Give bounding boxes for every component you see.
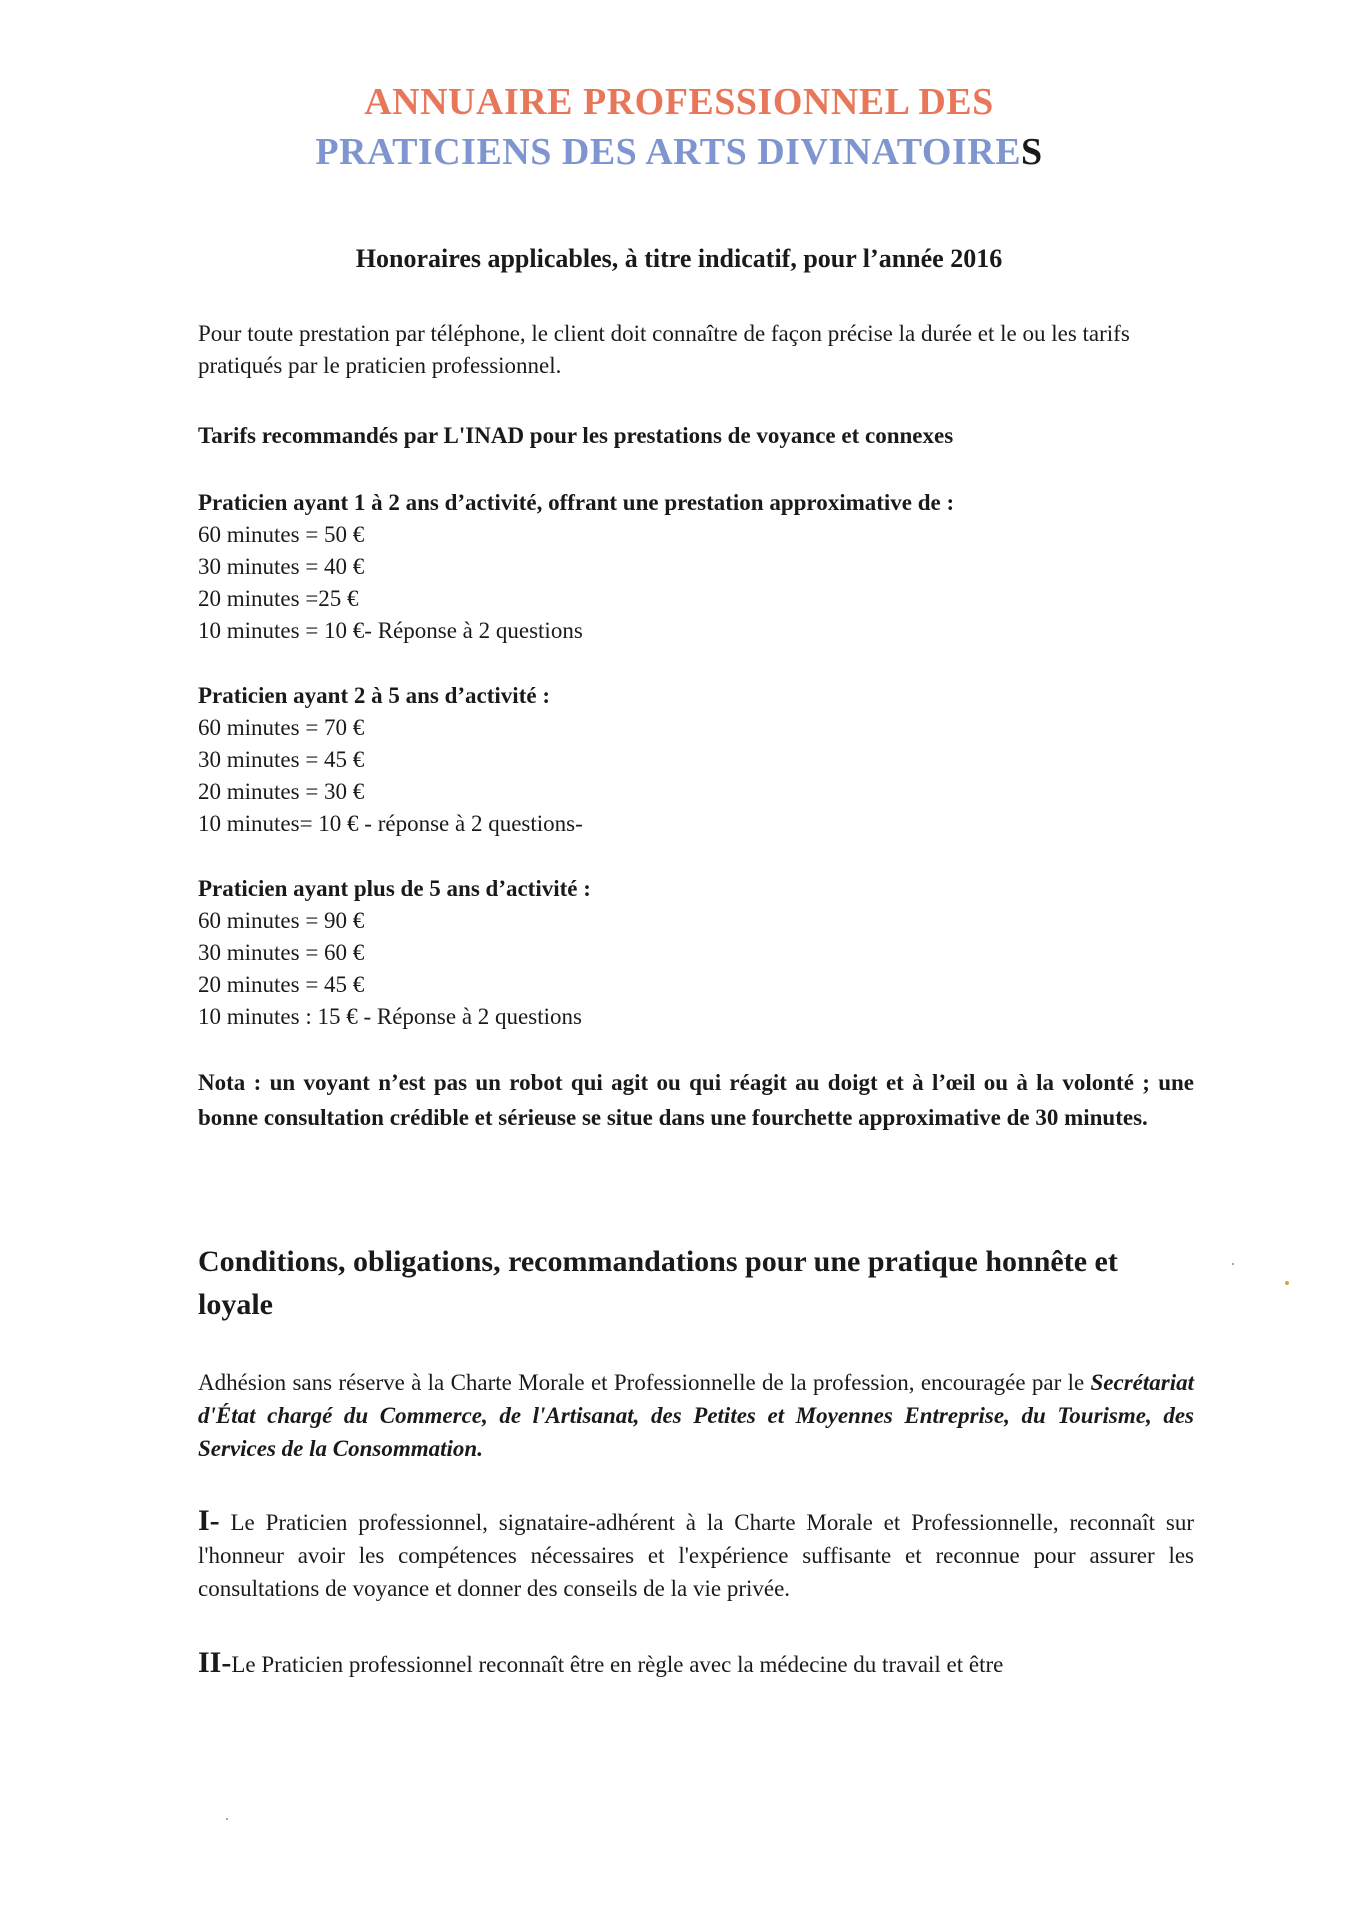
fee-line: 60 minutes = 50 € bbox=[198, 522, 365, 547]
clause-number: II- bbox=[198, 1646, 232, 1679]
tarifs-heading bbox=[198, 420, 1194, 452]
fee-line: 30 minutes = 45 € bbox=[198, 747, 365, 772]
fee-line: 60 minutes = 70 € bbox=[198, 715, 365, 740]
clause-2-text bbox=[198, 1646, 1194, 1681]
scan-speck bbox=[1232, 1263, 1234, 1265]
title-line-2 bbox=[0, 130, 1358, 174]
fee-group-heading: Praticien ayant plus de 5 ans d’activité : bbox=[198, 876, 591, 901]
nota-paragraph bbox=[198, 1065, 1194, 1135]
clause-1-text bbox=[198, 1504, 1194, 1605]
fee-line: 10 minutes= 10 € - réponse à 2 questions- bbox=[198, 811, 583, 836]
intro-paragraph bbox=[198, 318, 1194, 382]
clause-1 bbox=[198, 1504, 1194, 1605]
title-line-1: ANNUAIRE PROFESSIONNEL DES bbox=[364, 81, 994, 123]
fee-line: 30 minutes = 60 € bbox=[198, 940, 365, 965]
fee-group-1 bbox=[198, 487, 1194, 647]
fee-line: 60 minutes = 90 € bbox=[198, 908, 365, 933]
conditions-heading: Conditions, obligations, recommandations pour une pratique honnête et loyale bbox=[198, 1245, 1118, 1321]
fee-line: 20 minutes = 45 € bbox=[198, 972, 365, 997]
clause-body: Le Praticien professionnel, signataire-adhérent à la Charte Morale et Professionnelle, reconnaît sur l'honneur avoir les compétences nécessaires et l'expérience suffisante et reconnue pour assurer les consultations de voyance et donner des conseils de la vie privée. bbox=[198, 1510, 1194, 1601]
tarifs-heading-text: Tarifs recommandés par L'INAD pour les prestations de voyance et connexes bbox=[198, 423, 954, 448]
title-line-2-last-letter: S bbox=[1021, 131, 1043, 173]
nota-text: Nota : un voyant n’est pas un robot qui agit ou qui réagit au doigt et à l’œil ou à la volonté ; une bonne consultation crédible et sérieuse se situe dans une fourchette approximative de 30 minutes. bbox=[198, 1070, 1194, 1130]
fee-group-heading: Praticien ayant 1 à 2 ans d’activité, offrant une prestation approximative de : bbox=[198, 490, 955, 515]
fee-line: 20 minutes =25 € bbox=[198, 586, 359, 611]
clause-number: I- bbox=[198, 1504, 220, 1537]
clause-2 bbox=[198, 1646, 1194, 1681]
fee-group-2 bbox=[198, 680, 1194, 840]
adhesion-text bbox=[198, 1366, 1194, 1465]
fee-group-3 bbox=[198, 873, 1194, 1033]
adhesion-lead: Adhésion sans réserve à la Charte Morale et Professionnelle de la profession, encouragée par le bbox=[198, 1370, 1091, 1395]
adhesion-organization: Secrétariat d'État chargé du Commerce, de l'Artisanat, des Petites et Moyennes Entreprise, du Tourisme, des Services de la Consommation. bbox=[198, 1370, 1194, 1461]
scan-speck bbox=[226, 1818, 228, 1820]
fee-line: 20 minutes = 30 € bbox=[198, 779, 365, 804]
title-line-2-main: PRATICIENS DES ARTS DIVINATOIRE bbox=[315, 131, 1022, 173]
fees-subtitle: Honoraires applicables, à titre indicatif, pour l’année 2016 bbox=[355, 244, 1003, 273]
intro-text: Pour toute prestation par téléphone, le client doit connaître de façon précise la durée et le ou les tarifs pratiqués par le praticien professionnel. bbox=[198, 321, 1130, 378]
adhesion-paragraph bbox=[198, 1366, 1194, 1465]
scan-speck bbox=[1285, 1281, 1289, 1285]
fee-line: 10 minutes = 10 €- Réponse à 2 questions bbox=[198, 618, 583, 643]
clause-body: Le Praticien professionnel reconnaît être en règle avec la médecine du travail et être bbox=[231, 1652, 1004, 1677]
fee-line: 30 minutes = 40 € bbox=[198, 554, 365, 579]
fee-group-heading: Praticien ayant 2 à 5 ans d’activité : bbox=[198, 683, 550, 708]
fee-line: 10 minutes : 15 € - Réponse à 2 questions bbox=[198, 1004, 582, 1029]
